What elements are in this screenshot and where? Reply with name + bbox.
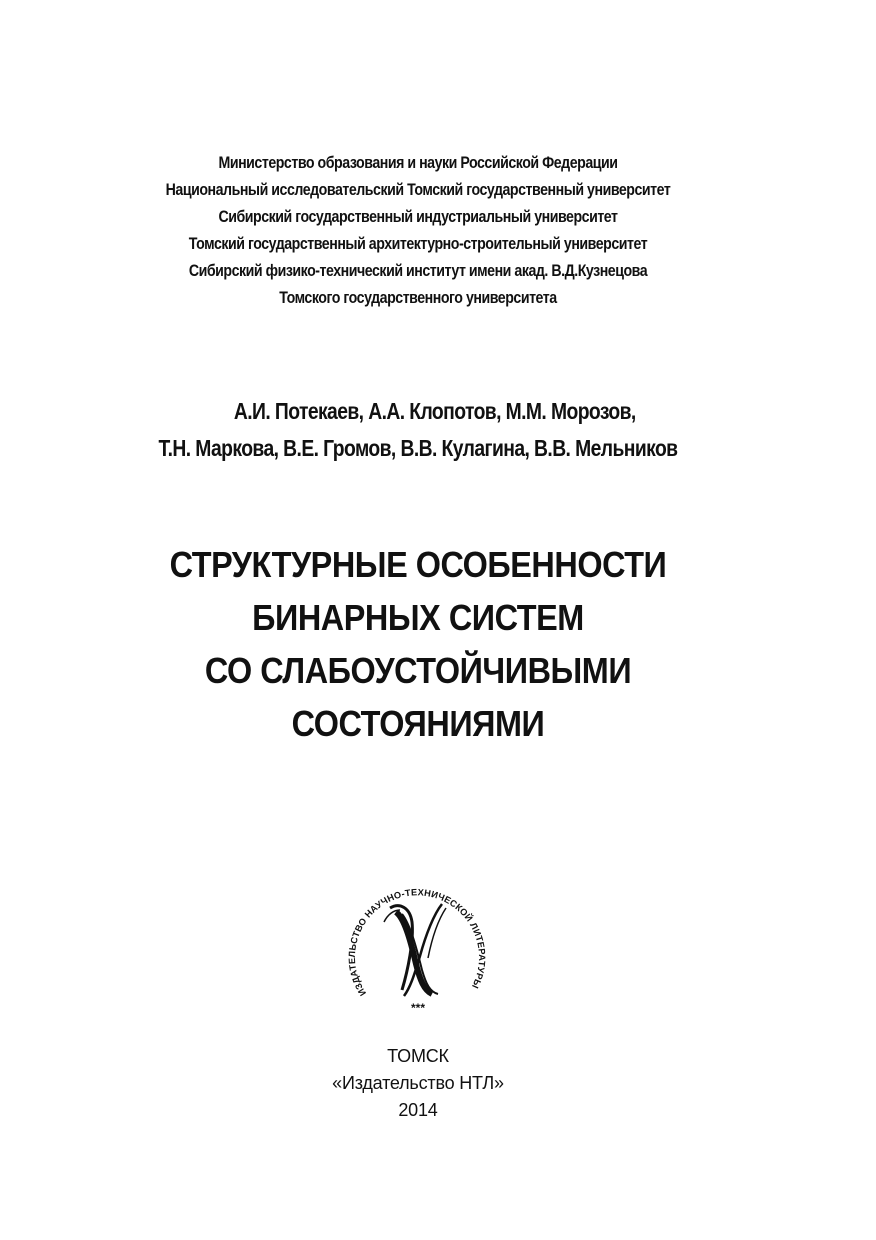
institutions-block [0,150,836,312]
book-title [0,538,836,750]
book-title-line: БИНАРНЫХ СИСТЕМ [252,597,584,638]
publisher-city: ТОМСК [387,1046,449,1066]
stylized-letter-n-emblem-icon [338,878,498,1023]
publisher-logo [338,878,498,1023]
institution-line: Министерство образования и науки Российской Федерации [218,154,618,172]
authors-line: Т.Н. Маркова, В.Е. Громов, В.В. Кулагина, В.В. Мельников [158,435,678,461]
logo-stars: *** [410,1001,426,1015]
institution-line: Томский государственный архитектурно-строительный университет [188,235,648,253]
logo-ring-text [347,887,487,997]
publisher-name: «Издательство НТЛ» [332,1073,504,1093]
book-title-line: СО СЛАБОУСТОЙЧИВЫМИ [204,650,632,691]
institution-line: Национальный исследовательский Томский государственный университет [165,181,671,199]
institution-line: Томского государственного университета [279,289,557,307]
publication-year: 2014 [398,1100,438,1120]
logo-ring-text-path: ИЗДАТЕЛЬСТВО НАУЧНО-ТЕХНИЧЕСКОЙ ЛИТЕРАТУРЫ [346,887,488,998]
book-title-line: СТРУКТУРНЫЕ ОСОБЕННОСТИ [169,544,667,585]
authors-block [0,393,836,467]
institution-line: Сибирский государственный индустриальный университет [218,208,618,226]
authors-line: А.И. Потекаев, А.А. Клопотов, М.М. Морозов, [233,398,636,424]
publisher-block [0,1043,836,1124]
emblem-strokes [384,904,446,996]
book-title-line: СОСТОЯНИЯМИ [291,703,545,744]
institution-line: Сибирский физико-технический институт имени акад. В.Д.Кузнецова [188,262,648,280]
